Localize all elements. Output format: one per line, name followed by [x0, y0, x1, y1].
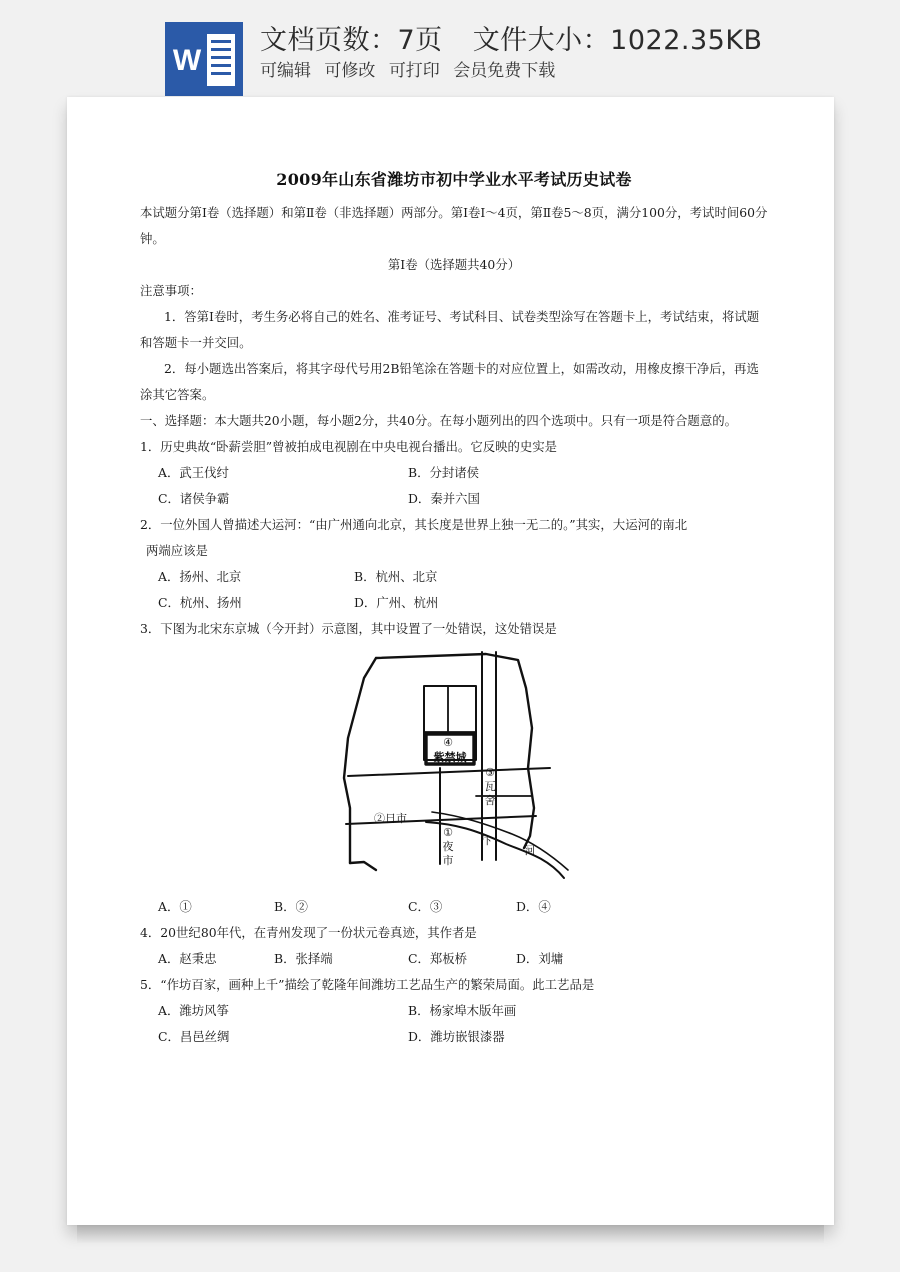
file-size-label: 文件大小：1022.35KB [472, 25, 763, 56]
option-c: C．杭州、扬州 [158, 595, 242, 610]
option-a: A．赵秉忠 [158, 951, 217, 966]
exam-intro: 本试题分第Ⅰ卷（选择题）和第Ⅱ卷（非选择题）两部分。第Ⅰ卷Ⅰ～4页，第Ⅱ卷5～8页，满分100分，考试时间60分钟。 [140, 205, 768, 246]
map-label-1: ① [443, 826, 453, 839]
map-label-4: ④ [443, 736, 453, 749]
option-a: A．武王伐纣 [158, 465, 229, 480]
option-a: A．潍坊风筝 [158, 1003, 229, 1018]
option-b: B．张择端 [274, 951, 333, 966]
option-d: D．广州、杭州 [354, 595, 439, 610]
question-2-options [140, 564, 768, 590]
option-b: B．杨家埠木版年画 [408, 1003, 517, 1018]
option-c: C．诸侯争霸 [158, 491, 230, 506]
question-2-continued: 两端应该是 [146, 543, 208, 558]
option-a: A．① [158, 899, 192, 914]
option-d: D．刘墉 [516, 951, 564, 966]
question-5: 5．“作坊百家，画种上千”描绘了乾隆年间潍坊工艺品生产的繁荣局面。此工艺品是 [140, 977, 595, 992]
feature-modifiable: 可修改 [324, 61, 376, 81]
paper-shadow [77, 1225, 824, 1243]
question-2: 2．一位外国人曾描述大运河：“由广州通向北京，其长度是世界上独一无二的。”其实，大运河的南北 [140, 517, 688, 532]
feature-editable: 可编辑 [260, 61, 311, 81]
word-document-icon [165, 22, 243, 96]
option-c: C．昌邑丝绸 [158, 1029, 230, 1044]
map-label-3: ③ [485, 766, 495, 779]
word-logo-letter: W [172, 44, 202, 77]
part-one-instructions: 一、选择题：本大题共20小题，每小题2分，共40分。在每小题列出的四个选项中。只有一项是符合题意的。 [140, 413, 737, 428]
notes-heading: 注意事项： [140, 283, 202, 298]
option-b: B．② [274, 899, 308, 914]
map-label-shi: 市 [442, 854, 454, 867]
kaifeng-map-figure [140, 642, 768, 894]
map-label-2: ②日市 [374, 812, 407, 825]
question-3: 3．下图为北宋东京城（今开封）示意图，其中设置了一处错误，这处错误是 [140, 621, 557, 636]
header-banner [0, 0, 900, 100]
note-1: 1．答第Ⅰ卷时，考生务必将自己的姓名、准考证号、考试科目、试卷类型涂写在答题卡上，考试结束，将试题和答题卡一并交回。 [140, 309, 760, 350]
note-2: 2．每小题选出答案后，将其字母代号用2B铅笔涂在答题卡的对应位置上，如需改动，用橡皮擦干净后，再选涂其它答案。 [140, 361, 759, 402]
question-1-options-row2 [140, 486, 768, 512]
option-c: C．③ [408, 899, 443, 914]
document-page [67, 97, 834, 1225]
document-title: 2009年山东省潍坊市初中学业水平考试历史试卷 [276, 170, 632, 189]
question-5-options [140, 998, 768, 1024]
option-d: D．秦并六国 [408, 491, 480, 506]
question-1: 1．历史典故“卧薪尝胆”曾被拍成电视剧在中央电视台播出。它反映的史实是 [140, 439, 558, 454]
map-label-palace: 紫禁城 [433, 751, 467, 764]
question-5-options-row2 [140, 1024, 768, 1050]
document-content [140, 167, 768, 1050]
map-label-ye: 夜 [442, 840, 454, 853]
option-d: D．潍坊嵌银漆器 [408, 1029, 505, 1044]
question-4-options [140, 946, 768, 972]
map-label-she: 舍 [484, 794, 496, 807]
banner-title [260, 18, 763, 57]
option-b: B．分封诸侯 [408, 465, 480, 480]
question-3-options [140, 894, 768, 920]
option-b: B．杭州、北京 [354, 569, 438, 584]
option-a: A．扬州、北京 [158, 569, 242, 584]
option-d: D．④ [516, 899, 551, 914]
kaifeng-map [336, 648, 572, 888]
map-label-wa: 瓦 [484, 780, 496, 793]
question-1-options [140, 460, 768, 486]
option-c: C．郑板桥 [408, 951, 468, 966]
feature-list [260, 56, 563, 81]
section-heading: 第Ⅰ卷（选择题共40分） [387, 257, 521, 272]
page-count-label: 文档页数：7页 [260, 25, 443, 56]
feature-member-download: 会员免费下载 [453, 61, 556, 81]
question-2-options-row2 [140, 590, 768, 616]
map-label-bian: 汴 [480, 834, 492, 847]
feature-printable: 可打印 [388, 61, 440, 81]
question-4: 4．20世纪80年代，在青州发现了一份状元卷真迹，其作者是 [140, 925, 477, 940]
map-label-he: 河 [524, 844, 536, 857]
